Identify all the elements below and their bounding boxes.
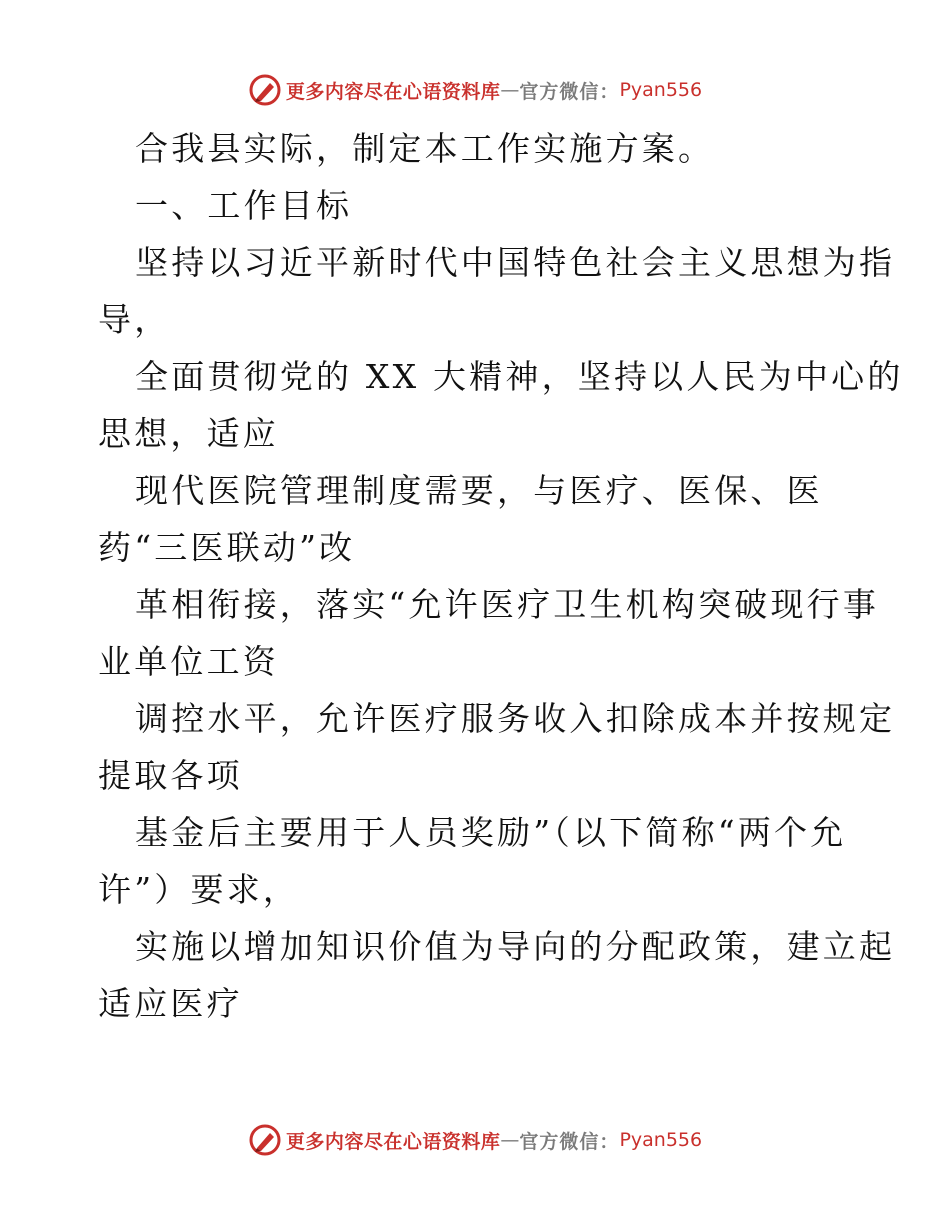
pen-logo-icon [248,1123,282,1157]
watermark-id: Pyan556 [619,79,703,101]
text-line: 革相衔接，落实“允许医疗卫生机构突破现行事 [135,585,880,624]
header-watermark [0,70,950,110]
text-line: 基金后主要用于人员奖励”（以下简称“两个允 [135,813,847,852]
text-line: 全面贯彻党的 XX 大精神，坚持以人民为中心的 [135,357,904,396]
watermark-label: 官方微信： [519,80,620,103]
watermark-label: 官方微信： [519,1130,620,1153]
text-line: 调控水平，允许医疗服务收入扣除成本并按规定 [135,699,896,738]
text-line: 导， [98,300,171,339]
text-line: 合我县实际，制定本工作实施方案。 [135,129,715,168]
text-line: 坚持以习近平新时代中国特色社会主义思想为指 [135,243,896,282]
pen-logo-icon [248,73,282,107]
text-line: 现代医院管理制度需要，与医疗、医保、医 [135,471,823,510]
footer-watermark [0,1120,950,1160]
text-line: 提取各项 [98,756,243,795]
watermark-dash: — [500,79,520,101]
text-line: 药“三医联动”改 [98,528,356,567]
text-line: 思想，适应 [98,414,279,453]
watermark-dash: — [500,1129,520,1151]
document-body [0,120,950,1032]
watermark-id: Pyan556 [619,1129,703,1151]
watermark-text: 更多内容尽在心语资料库 [285,1130,501,1153]
text-line: 实施以增加知识价值为导向的分配政策，建立起 [135,927,896,966]
text-line: 业单位工资 [98,642,279,681]
watermark-text: 更多内容尽在心语资料库 [285,80,501,103]
text-line: 适应医疗 [98,984,243,1023]
text-line: 许”）要求， [98,870,300,909]
section-heading: 一、工作目标 [135,186,353,225]
